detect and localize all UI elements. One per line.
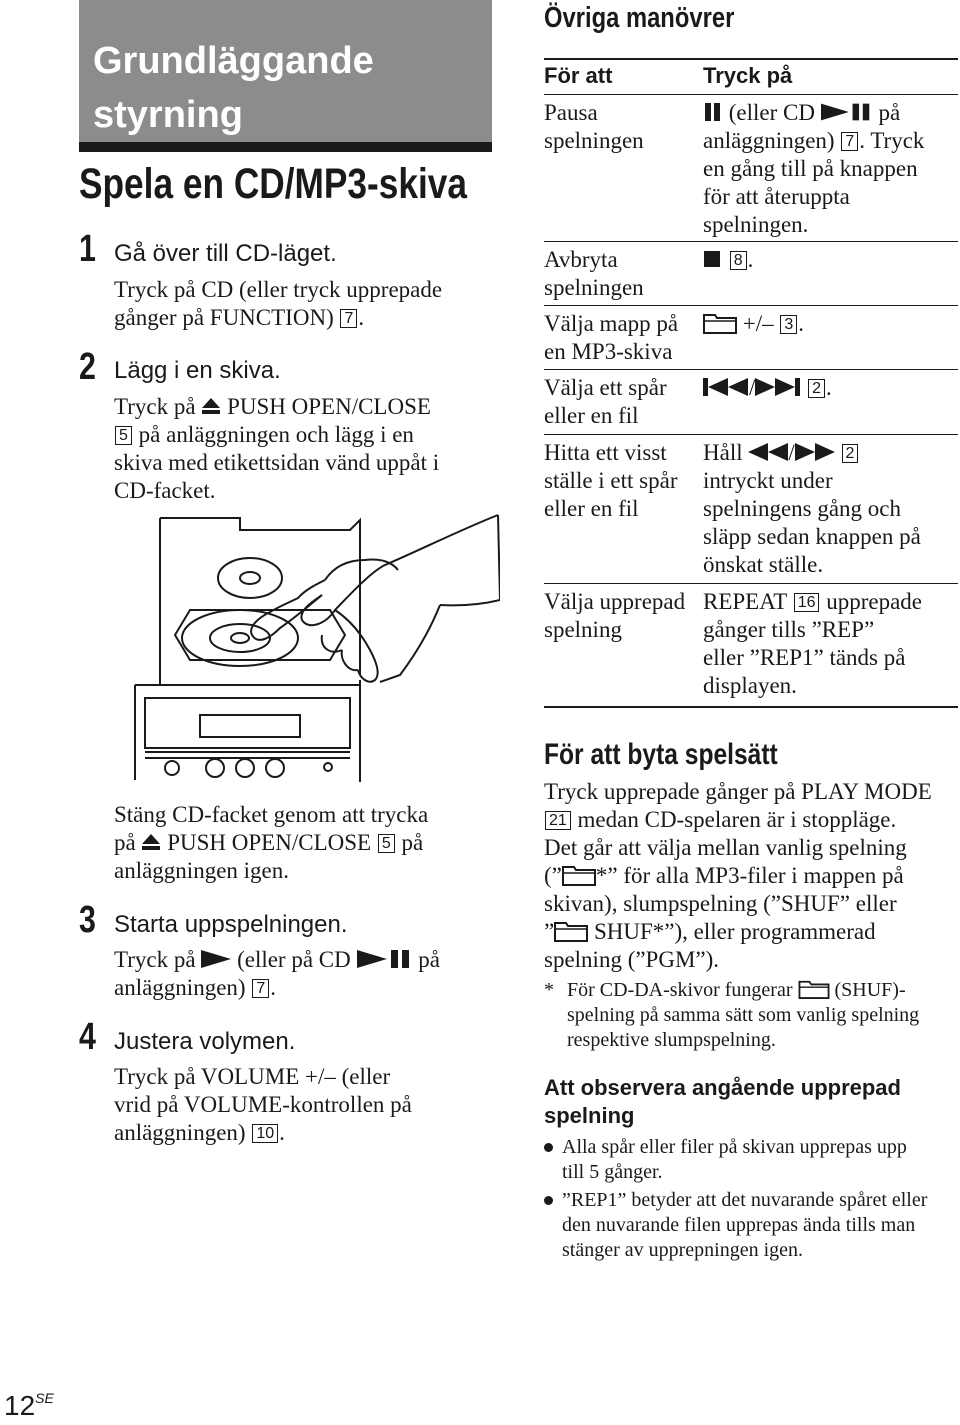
key-ref-10: 10 — [252, 1124, 278, 1143]
play-mode-text: (” — [544, 863, 562, 888]
play-pause-icon — [821, 103, 873, 121]
key-ref-7: 7 — [340, 309, 357, 328]
row-action-line: Välja ett spår — [544, 375, 667, 400]
step-4-body — [114, 1063, 484, 1147]
key-ref-16: 16 — [794, 593, 820, 612]
row-press-text: gånger tills ”REP” — [703, 617, 875, 642]
row-press-text: på — [872, 100, 901, 125]
bullet-icon — [544, 1143, 553, 1152]
close-tray-text: på — [395, 830, 424, 855]
folder-icon — [562, 864, 596, 886]
page-number — [4, 1390, 54, 1422]
key-ref-2: 2 — [808, 379, 825, 398]
play-mode-text: spelning (”PGM”). — [544, 947, 720, 972]
row-press-text: / — [749, 375, 756, 400]
row-press — [703, 246, 959, 274]
next-track-icon — [755, 378, 801, 396]
row-action — [544, 246, 699, 302]
step-3-text: på — [412, 947, 440, 972]
bullet-icon — [544, 1196, 553, 1205]
folder-icon — [703, 312, 737, 334]
eject-icon — [141, 833, 161, 851]
step-1-body: Tryck på CD (eller tryck upprepade gånger på FUNCTION) 7 . — [114, 276, 484, 332]
section-header-title — [93, 34, 374, 142]
folder-icon — [798, 979, 830, 999]
row-press-text: . — [747, 247, 754, 272]
row-press-text: för att återuppta — [703, 184, 850, 209]
list-item-text: stänger av upprepningen igen. — [562, 1239, 804, 1261]
page-title: Spela en CD/MP3-skiva — [79, 160, 468, 208]
section-header-rule — [79, 142, 492, 152]
cd-insert-illustration — [130, 510, 500, 785]
row-press-text: upprepade — [820, 589, 923, 614]
step-3-text: (eller på CD — [231, 947, 357, 972]
step-3-heading: Starta uppspelningen. — [114, 911, 348, 938]
play-mode-body — [544, 778, 958, 974]
play-pause-icon — [357, 950, 413, 968]
repeat-note-heading-line: spelning — [544, 1103, 635, 1128]
repeat-note-heading-line: Att observera angående upprepad — [544, 1075, 901, 1100]
step-2-number: 2 — [79, 346, 96, 388]
page-number-value: 12 — [4, 1390, 36, 1421]
row-press-text: anläggningen) — [703, 128, 841, 153]
step-4-line1: Tryck på VOLUME +/– (eller — [114, 1064, 391, 1089]
row-press-text: spelningen. — [703, 212, 809, 237]
footnote-text: För CD-DA-skivor fungerar — [567, 979, 798, 1001]
step-4-line2: vrid på VOLUME-kontrollen på — [114, 1092, 412, 1117]
page-number-suffix: SE — [35, 1390, 54, 1406]
row-action-line: spelningen — [544, 128, 644, 153]
list-item-text: den nuvarande filen upprepas ända tills man — [562, 1214, 916, 1236]
folder-icon — [554, 920, 588, 942]
close-tray-line1: Stäng CD-facket genom att trycka — [114, 802, 429, 827]
row-action — [544, 310, 699, 366]
row-action-line: eller en fil — [544, 403, 639, 428]
table-row — [544, 242, 958, 306]
key-ref-7: 7 — [252, 979, 269, 998]
fast-forward-icon — [795, 443, 835, 461]
close-tray-text: PUSH OPEN/CLOSE — [161, 830, 377, 855]
row-action-line: Avbryta — [544, 247, 618, 272]
play-mode-text: *” för alla MP3-filer i mappen på — [595, 863, 904, 888]
table-row — [544, 95, 958, 242]
row-press-text: . — [798, 311, 805, 336]
row-action — [544, 374, 699, 430]
step-3-text: anläggningen) — [114, 975, 252, 1000]
footnote-text: spelning på samma sätt som vanlig spelning — [567, 1004, 920, 1026]
play-mode-text: medan CD-spelaren är i stoppläge. — [571, 807, 897, 832]
list-item — [544, 1135, 958, 1185]
table-row — [544, 435, 958, 584]
key-ref-2: 2 — [842, 444, 859, 463]
eject-icon — [201, 397, 221, 415]
row-press-text: REPEAT — [703, 589, 793, 614]
rewind-icon — [748, 443, 788, 461]
key-ref-8: 8 — [730, 251, 747, 270]
step-4-number: 4 — [79, 1016, 96, 1058]
key-ref-3: 3 — [780, 315, 797, 334]
play-mode-text: SHUF*”), eller programmerad — [588, 919, 876, 944]
row-press-text: . — [826, 375, 832, 400]
section-header-line2: styrning — [93, 94, 243, 136]
step-1-line1: Tryck på CD (eller tryck upprepade — [114, 277, 443, 302]
close-tray-text: på — [114, 830, 142, 855]
close-tray-instructions — [114, 801, 484, 885]
row-press — [703, 439, 959, 579]
key-ref-5: 5 — [378, 834, 395, 853]
table-row — [544, 584, 958, 708]
row-action-line: ställe i ett spår — [544, 468, 678, 493]
prev-track-icon — [703, 378, 749, 396]
play-mode-text: Det går att välja mellan vanlig spelning — [544, 835, 907, 860]
row-action-line: spelning — [544, 617, 622, 642]
step-1-heading: Gå över till CD-läget. — [114, 240, 337, 267]
key-ref-5: 5 — [115, 426, 132, 445]
row-press-text: spelningens gång och — [703, 496, 902, 521]
row-action-line: eller en fil — [544, 496, 639, 521]
step-2-text: CD-facket. — [114, 478, 216, 503]
repeat-note-heading — [544, 1074, 958, 1130]
step-2-text: PUSH OPEN/CLOSE — [221, 394, 431, 419]
play-mode-title: För att byta spelsätt — [544, 738, 778, 771]
row-press-text: en gång till på knappen — [703, 156, 918, 181]
column-header-press: Tryck på — [703, 63, 793, 88]
close-tray-line3: anläggningen igen. — [114, 858, 290, 883]
row-press — [703, 99, 959, 239]
row-press-text: / — [788, 440, 795, 465]
list-item-text: ”REP1” betyder att det nuvarande spåret eller — [562, 1189, 928, 1211]
row-press-text: släpp sedan knappen på — [703, 524, 921, 549]
operations-table-header — [544, 58, 958, 95]
step-3-number: 3 — [79, 899, 96, 941]
footnote-marker: * — [544, 979, 554, 1001]
row-action-line: Hitta ett visst — [544, 440, 667, 465]
step-2-text: på anläggningen och lägg i en — [132, 422, 414, 447]
step-2-heading: Lägg i en skiva. — [114, 357, 281, 384]
row-action-line: spelningen — [544, 275, 644, 300]
row-press-text: +/– — [737, 311, 780, 336]
section-header-line1: Grundläggande — [93, 40, 374, 82]
step-2-text: Tryck på — [114, 394, 202, 419]
operations-table — [544, 58, 958, 708]
row-press-text: intryckt under — [703, 468, 833, 493]
footnote-text: (SHUF)- — [829, 979, 906, 1001]
row-press — [703, 588, 959, 700]
table-row — [544, 370, 958, 435]
row-action — [544, 439, 699, 523]
step-2-body — [114, 393, 484, 505]
step-4-text: anläggningen) — [114, 1120, 252, 1145]
row-action-line: Välja upprepad — [544, 589, 686, 614]
step-2-text: skiva med etikettsidan vänd uppåt i — [114, 450, 440, 475]
play-mode-footnote — [544, 978, 958, 1053]
row-press — [703, 374, 959, 402]
stop-icon — [703, 250, 723, 268]
step-4-heading: Justera volymen. — [114, 1028, 296, 1055]
row-action-line: en MP3-skiva — [544, 339, 673, 364]
key-ref-7: 7 — [841, 132, 858, 151]
row-press-text: . Tryck — [859, 128, 925, 153]
step-1-number: 1 — [79, 228, 96, 270]
row-press-text: displayen. — [703, 673, 797, 698]
play-icon — [201, 950, 231, 968]
pause-icon — [703, 103, 723, 121]
row-action-line: Välja mapp på — [544, 311, 679, 336]
play-mode-text: Tryck upprepade gånger på PLAY MODE — [544, 779, 932, 804]
key-ref-21: 21 — [545, 811, 571, 830]
row-press-text: Håll — [703, 440, 749, 465]
column-header-action: För att — [544, 63, 613, 88]
row-press-text: önskat ställe. — [703, 552, 824, 577]
other-operations-title: Övriga manövrer — [544, 2, 735, 34]
step-3-body — [114, 946, 484, 1002]
list-item-text: Alla spår eller filer på skivan upprepas upp — [562, 1136, 907, 1158]
step-3-text: . — [270, 975, 276, 1000]
row-press — [703, 310, 959, 338]
list-item-text: till 5 gånger. — [562, 1161, 663, 1183]
section-header-box — [79, 0, 492, 142]
list-item — [544, 1188, 958, 1263]
row-action-line: Pausa — [544, 100, 598, 125]
play-mode-text: skivan), slumpspelning (”SHUF” eller — [544, 891, 897, 916]
play-mode-text: ” — [544, 919, 555, 944]
row-press-text: (eller CD — [723, 100, 821, 125]
step-3-text: Tryck på — [114, 947, 202, 972]
table-row — [544, 306, 958, 370]
row-press-text: eller ”REP1” tänds på — [703, 645, 906, 670]
step-1-line2: gånger på FUNCTION) — [114, 305, 340, 330]
footnote-text: respektive slumpspelning. — [567, 1029, 776, 1051]
row-action — [544, 588, 699, 644]
step-4-text: . — [279, 1120, 285, 1145]
row-action — [544, 99, 699, 155]
